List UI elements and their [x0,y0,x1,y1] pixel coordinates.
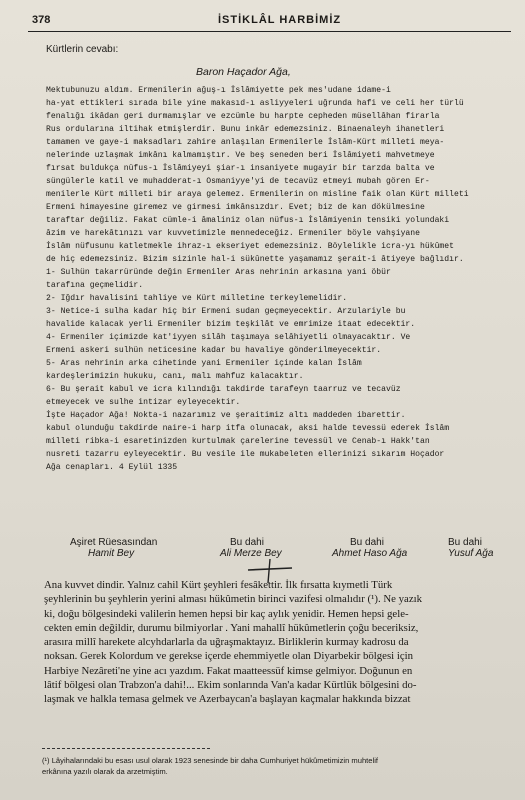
salutation: Baron Haçador Ağa, [196,66,291,78]
text-line: Ermeni askeri sulhün neticesine kadar bu havaliye gönderilmeyecektir. [46,346,382,355]
footnote [42,755,512,777]
text-line: ha-yat ettikleri sırada bile yine makasıd-ı asliyyeleri uğrunda hafi ve celi her türlü [46,99,464,108]
text-line: 1- Sulhün takarrüründe değin Ermeniler Aras nehrinin arkasına yani öbür [46,268,391,277]
text-line: etmeyecek ve sulhe intizar eyleyecektir. [46,398,241,407]
text-line: taraftar değiliz. Fakat cümle-i âmaliniz olan nüfus-ı İslâmiyenin tensiki yolundaki [46,216,450,225]
text-line: menilerle Kürt milleti bir araya gelemez. Ermenilerin on misline faik olan Kürt milleti [46,190,469,199]
signature-role: Bu dahi [230,537,264,548]
signature-4 [448,537,493,559]
footnote-rule [42,748,210,749]
text-line: cekten emin değildir, durumu bilmiyorlar . Yani mahallî hükûmetlerin çoğu beceriksiz, [44,621,419,634]
letter-body [46,84,506,474]
signature-role: Bu dahi [350,537,384,548]
signature-role: Bu dahi [448,537,482,548]
text-line: (¹) Lâyihalarındaki bu esası usul olarak 1923 senesinde bir daha Cumhuriyet hükûmetimizin muhtelif [42,756,378,765]
text-line: lâtif bölgesi olan Trabzon'a dahi!... Ekim sonlarında Van'a kadar Kürtlük bölgesini do- [44,679,417,692]
text-line: tamamen ve gaye-i maksadları zahire anlaşılan Ermenilerle İslâm-Kürt milleti meya- [46,138,445,147]
text-line: 3- Netice-i sulha kadar hiç bir Ermeni sudan geçmeyecektir. Arzulariyle bu [46,307,406,316]
text-line: şeyhlerinin bu şeyhlerin yerini alması hükûmetin birinci vazifesi olmalıdır (¹). Ne yazık [44,593,423,606]
text-line: havalide kalacak yerli Ermeniler bizim teşkilât ve emrimize itaat edecektir. [46,320,416,329]
text-line: Rus ordularına iltihak etmişlerdir. Bunu inkâr edemezsiniz. Binaenaleyh ihanetleri [46,125,445,134]
text-line: süngülerle katil ve muhadderat-ı Osmaniyye'yi de tecavüz etmeyi mubah gören Er- [46,177,430,186]
text-line: âzim ve harekâtınızı var kuvvetimizle mennedeceğiz. Ermeniler böyle vahşiyane [46,229,420,238]
text-line: tarafına geçmelidir. [46,281,144,290]
text-line: 2- Iğdır havalisini tahliye ve Kürt milletine terkeylemelidir. [46,294,348,303]
essay-text [44,578,510,707]
signature-name: Ali Merze Bey [220,548,282,559]
text-line: erkânına yazılı olarak da arzetmiştim. [42,767,168,776]
text-line: Ermeni himayesine giremez ve girmesi imkânsızdır. Evet; biz de kan dökülmesine [46,203,425,212]
text-line: İşte Haçador Ağa! Nokta-i nazarımız ve şeraitimiz altı maddeden ibarettir. [46,411,406,420]
text-line: milleti ribka-i esaretinizden kurtulmak çarelerine tevessül ve Cenab-ı Hakk'tan [46,437,430,446]
signature-1 [70,537,157,559]
text-line: noksan. Gerek Kolordum ve gerekse içerde ehemmiyetle olan Diyarbekir bölgesi için [44,650,414,663]
signature-role: Aşiret Rüesasından [70,537,158,548]
text-line: de hiç edemezsiniz. Bizim sizinle hal-i sükûnette yaşamamız şerait-i âtiyeye bağlıdır. [46,255,464,264]
signature-3 [332,537,407,559]
text-line: 4- Ermeniler içimizde kat'iyyen silâh taşımaya selâhiyetli olmayacaktır. Ve [46,333,411,342]
text-line: ki, doğu bölgesindeki valilerin hemen hepsi bir kaç aylık yenidir. Hemen hepsi gele- [44,607,409,620]
text-line: Harbiye Nezâreti'ne yine acı yazdım. Fakat maatteessüf kimse gelmiyor. Doğunun en [44,664,413,677]
text-line: fenalığı ikâdan geri durmamışlar ve ezcümle bu harpte cepheden müsellâhan firarla [46,112,440,121]
signature-name: Yusuf Ağa [448,548,494,559]
text-line: kabul olunduğu takdirde naire-i harp itfa olunacak, aksi halde tevessü ederek İslâm [46,424,450,433]
text-line: Mektubunuzu aldım. Ermenilerin ağuş-ı İslâmiyette pek mes'udane idame-i [46,86,391,95]
header-rule [28,31,511,32]
text-line: nelerinde uzlaşmak imkânı kalmamıştır. Ve beş seneden beri İslâmiyeti mahvetmeye [46,151,435,160]
text-line: 6- Bu şerait kabul ve icra kılındığı takdirde tarafeyn taarruz ve tecavüz [46,385,401,394]
page-number: 378 [32,14,51,26]
text-line: 5- Aras nehrinin arka cihetinde yani Ermeniler içinde kalan İslâm [46,359,362,368]
text-line: arasıra millî harekete alcyhdarlarla da uğraşmaktayız. Birliklerin kurmay kadrosu da [44,636,409,649]
text-line: nusreti tazarru eyleyecektir. Bu vesile ile mukabeleten ellerinizi sıkarım Hoçador [46,450,445,459]
signature-name: Hamit Bey [88,548,135,559]
document-label: Kürtlerin cevabı: [46,44,119,55]
text-line: İslâm nüfusunu katletmekle ihraz-ı ekseriyet edemezsiniz. Böylelikle icra-yı hükûmet [46,242,454,251]
page-header [28,10,511,32]
text-line: kardeşlerimizin hukuku, canı, malı mahfuz kalacaktır. [46,372,304,381]
text-line: Ağa cenapları. 4 Eylül 1335 [46,463,178,472]
text-line: Ana kuvvet dindir. Yalnız cahil Kürt şeyhleri fesâkettir. İlk fırsatta kıymetli Türk [44,579,393,591]
text-line: fırsat buldukça nüfus-ı İslâmiyeyi şiar-ı insaniyete mugayir bir tarzda balta ve [46,164,435,173]
text-line: laşmak ve halkla temasa gelmek ve Azerbaycan'a başlayan kaçmalar hakkında bizzat [44,693,411,706]
signature-name: Ahmet Haso Ağa [332,548,408,559]
running-title: İSTİKLÂL HARBİMİZ [218,14,342,26]
